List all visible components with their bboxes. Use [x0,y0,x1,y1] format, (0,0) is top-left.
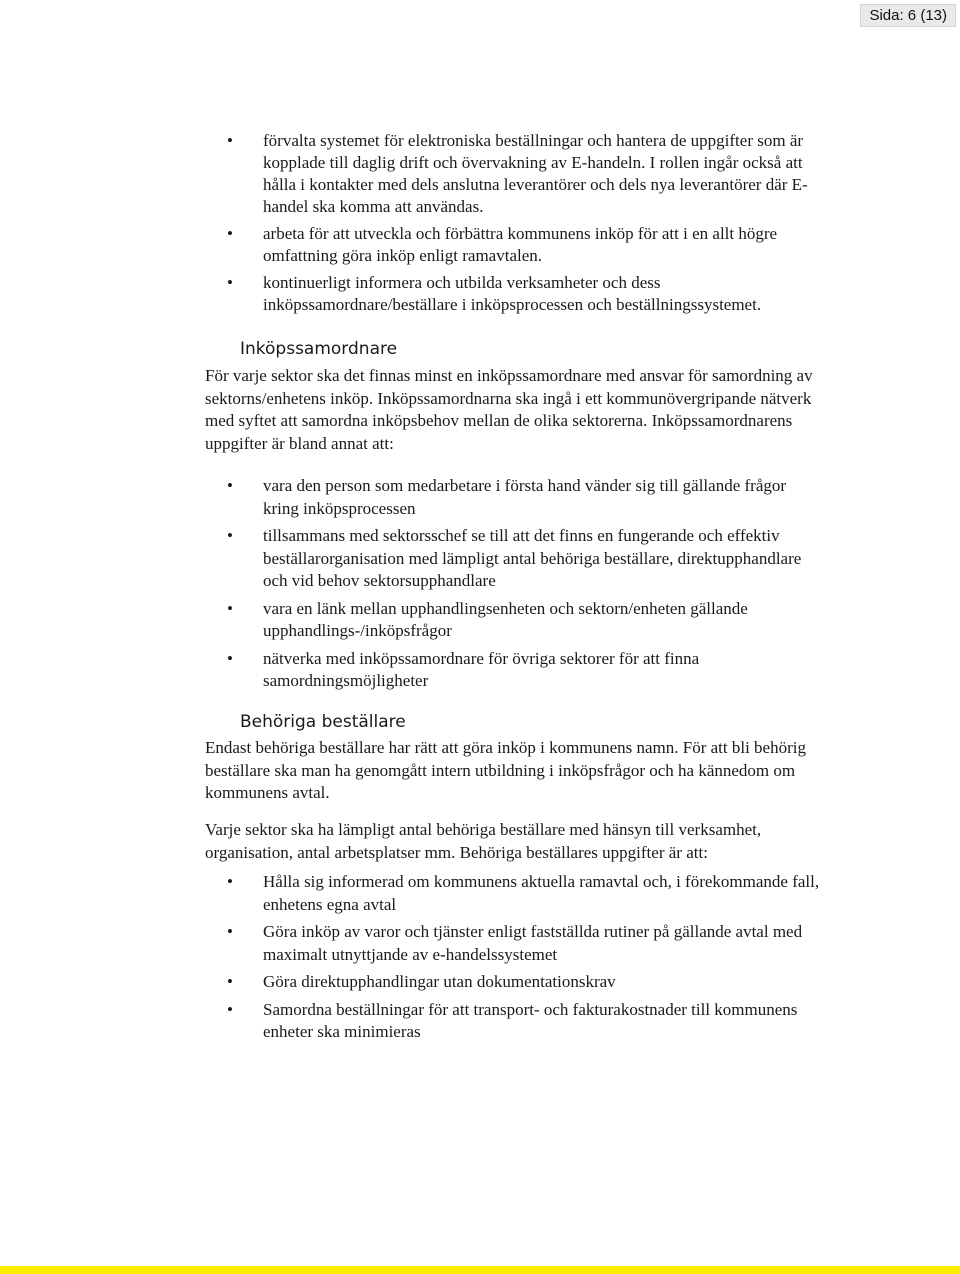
bullet-icon: • [227,999,233,1019]
bullet-icon: • [227,476,233,495]
list-item-text: Göra inköp av varor och tjänster enligt fastställda rutiner på gällande avtal med maximalt utnyttjande av e-handelssystemet [263,922,803,964]
list-item-text: kontinuerligt informera och utbilda verksamheter och dess inköpssamordnare/beställare i inköpsprocessen och beställningssystemet. [263,273,762,314]
list-item [0,921,960,966]
list-item [0,223,960,267]
list-item [0,130,960,218]
list-item [0,999,960,1044]
inkopssamordnare-paragraph: För varje sektor ska det finnas minst en inköpssamordnare med ansvar för samordning av sektorns/enhetens inköp. Inköpssamordnarna ska ingå i ett kommunövergripande nätverk med syftet att samordna inköpsbehov mellan de olika sektorerna. Inköpssamordnarens uppgifter är bland annat att: [205,366,813,453]
section-heading-inkopssamordnare: Inköpssamordnare [240,339,398,359]
list-item [0,871,960,916]
list-item-text: nätverka med inköpssamordnare för övriga sektorer för att finna samordningsmöjligheter [263,648,700,690]
list-item-text: vara en länk mellan upphandlingsenheten och sektorn/enheten gällande upphandlings-/inköpsfrågor [263,598,748,640]
list-item-text: Samordna beställningar för att transport- och fakturakostnader till kommunens enheter ska minimieras [263,999,798,1041]
footer-accent-stripe [0,1266,960,1274]
section-heading-behoriga-bestallare: Behöriga beställare [240,712,406,732]
list-item [0,475,960,520]
page-number: Sida: 6 (13) [860,4,956,27]
list-item-text: förvalta systemet för elektroniska beställningar och hantera de uppgifter som är kopplade till daglig drift och övervakning av E-handeln. I rollen ingår också att hålla i kontakter med dels anslutna leverantörer och dels nya leverantörer där E-handel ska komma att användas. [263,131,808,216]
list-item [0,648,960,693]
bullet-icon: • [227,872,233,891]
list-item-text: vara den person som medarbetare i första hand vänder sig till gällande frågor kring inköpsprocessen [263,476,787,518]
bullet-icon: • [227,648,233,668]
bullet-icon: • [227,131,233,150]
inkopssamordnare-duties-list [0,475,960,693]
list-item [0,971,960,994]
list-item-text: Hålla sig informerad om kommunens aktuella ramavtal och, i förekommande fall, enhetens egna avtal [263,872,820,914]
bullet-icon: • [227,972,233,991]
list-item-text: arbeta för att utveckla och förbättra kommunens inköp för att i en allt högre omfattning göra inköp enligt ramavtalen. [263,224,778,265]
bullet-icon: • [227,526,233,545]
responsibilities-list [0,130,960,316]
list-item [0,525,960,593]
bullet-icon: • [227,922,233,941]
list-item-text: tillsammans med sektorsschef se till att det finns en fungerande och effektiv beställarorganisation med lämpligt antal behöriga beställare, direktupphandlare och vid behov sektorsupphandlare [263,526,802,590]
bullet-icon: • [227,224,233,243]
bullet-icon: • [227,273,233,292]
behoriga-duties-list [0,871,960,1044]
list-item [0,272,960,316]
behoriga-paragraph-2: Varje sektor ska ha lämpligt antal behöriga beställare med hänsyn till verksamhet, organisation, antal arbetsplatser mm. Behöriga beställares uppgifter är att: [205,820,762,862]
list-item [0,598,960,643]
behoriga-paragraph-1: Endast behöriga beställare har rätt att göra inköp i kommunens namn. För att bli behörig beställare ska man ha genomgått intern utbildning i inköpsfrågor och ha kännedom om kommunens avtal. [205,738,806,802]
list-item-text: Göra direktupphandlingar utan dokumentationskrav [263,972,616,991]
bullet-icon: • [227,598,233,618]
